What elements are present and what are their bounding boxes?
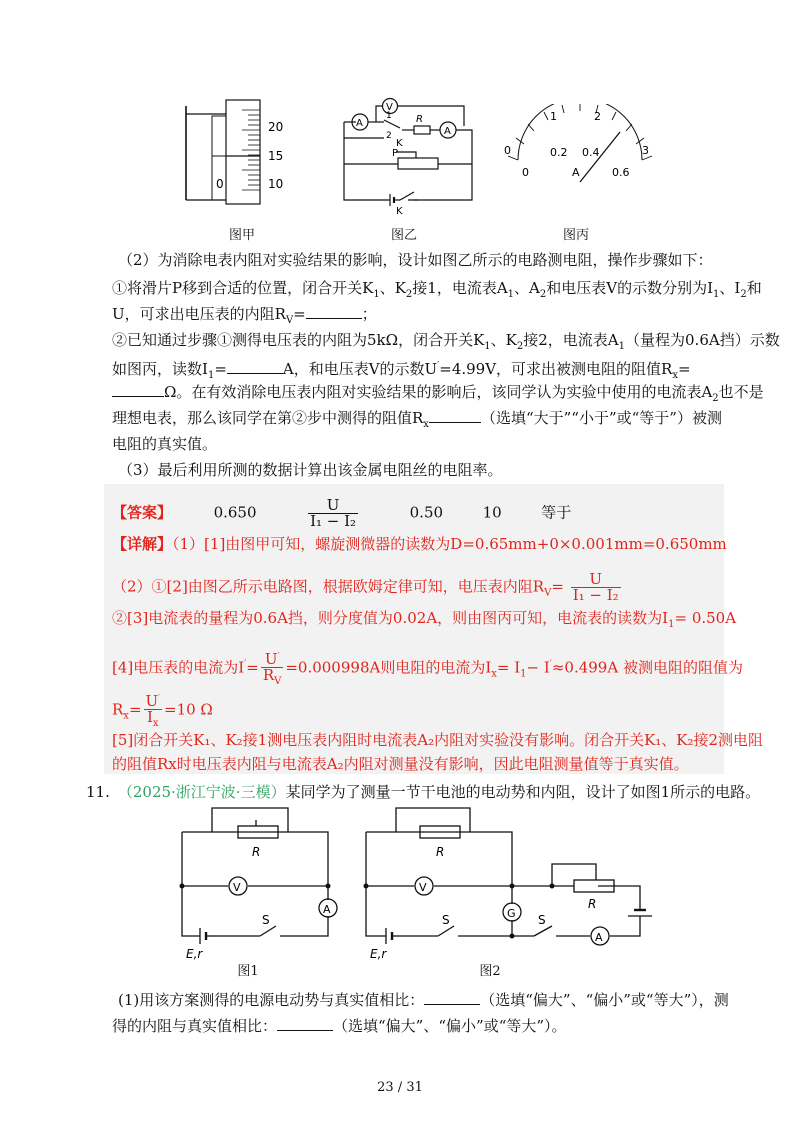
- fig2-er: E,r: [370, 947, 387, 961]
- caption-fig1: 图1: [237, 964, 259, 979]
- fig2-s1: S: [442, 913, 450, 927]
- answer-line: [112, 498, 720, 529]
- caption-jia: 图甲: [228, 228, 255, 243]
- figure-1-circuit: [172, 804, 342, 972]
- step2-line3: Ω。在有效消除电压表内阻对实验结果的影响后，该同学认为实验中使用的电流表$A_2$也不是: [112, 382, 720, 409]
- fig1-switch: S: [262, 913, 270, 927]
- step2-line4: 理想电表，那么该同学在第②步中测得的阻值$R_x$ （选填“大于”“小于”或“等于”）被测: [112, 409, 722, 430]
- answer-1: 0.650: [213, 503, 257, 522]
- detail-line1: 【详解】（1）[1]由图甲可知，螺旋测微器的读数为D=0.65mm+0×0.001mm=0.650mm: [112, 535, 727, 553]
- meter-inner-02: 0.2: [550, 146, 568, 159]
- step2-line1: ②已知通过步骤①测得电压表的内阻为5kΩ，闭合开关$K_1$、$K_2$接2，电流表$A_1$（量程为0.6A挡）示数: [112, 331, 780, 352]
- k2-label: K: [396, 138, 403, 149]
- caption-fig2: 图2: [479, 964, 501, 979]
- fig2-s2: S: [538, 913, 546, 927]
- scale-label-20: 20: [268, 120, 284, 134]
- fig1-ammeter: A: [323, 903, 331, 916]
- voltmeter-label: V: [386, 102, 393, 113]
- meter-inner-04: 0.4: [582, 146, 600, 159]
- scale-label-10: 10: [268, 177, 284, 191]
- answer-3: 0.50: [409, 503, 444, 522]
- caption-yi: 图乙: [390, 228, 417, 243]
- detail-line6: [5]闭合开关K₁、K₂接1测电压表内阻时电流表A₂内阻对实验没有影响。闭合开关K₁、K₂接2测电阻: [112, 731, 764, 749]
- detail-line3: ②[3]电流表的量程为0.6A挡，则分度值为0.02A，则由图丙可知，电流表的读数为$I_1= 0.50A$: [112, 609, 737, 630]
- step2-line2: 如图丙，读数$I_1= A$，和电压表V的示数U′=4.99V，可求出被测电阻的阻值$R_x=$: [112, 360, 691, 381]
- fig1-voltmeter: V: [233, 881, 241, 894]
- figure-bing-meter: [500, 104, 660, 190]
- meter-inner-06: 0.6: [612, 166, 630, 179]
- step1-line1: ①将滑片P移到合适的位置，闭合开关$K_1$、$K_2$接1，电流表$A_1$、$A_2$和电压表V的示数分别为$I_1$、$I_2$和: [112, 279, 762, 300]
- meter-outer-0: 0: [504, 144, 511, 157]
- meter-unit: A: [572, 166, 580, 179]
- answer-4: 10: [482, 503, 502, 522]
- figure-yi-circuit: [338, 96, 478, 214]
- step1-line2: U，可求出电压表的内阻$R_V=$ ；: [112, 305, 377, 326]
- fig1-er: E,r: [186, 947, 203, 961]
- meter-inner-0: 0: [522, 166, 529, 179]
- slider-p-label: P: [392, 148, 399, 159]
- answer-label: 【答案】: [112, 503, 173, 522]
- detail-line4: [4]电压表的电流为I′= $\frac{U'}{R_V}$ =0.000998A则电阻的电流为$I_x= I_1- I'\approx 0.499A$ 被测电阻的阻值为: [112, 650, 743, 687]
- ammeter-a2-label: A: [356, 118, 363, 129]
- meter-outer-3: 3: [642, 144, 649, 157]
- meter-outer-1: 1: [550, 110, 557, 123]
- k1-label: K: [396, 206, 403, 214]
- detail-line7: 的阻值Rx时电压表内阻与电流表A₂内阻对测量没有影响，因此电阻测量值等于真实值。: [112, 755, 689, 773]
- step2-line5: 电阻的真实值。: [112, 435, 218, 453]
- detail-line2: （2）①[2]由图乙所示电路图，根据欧姆定律可知，电压表内阻$R_V=$ $\frac{U}{\text{I₁ − I₂}}$: [112, 570, 619, 604]
- part3: （3）最后利用所测的数据计算出该金属电阻丝的电阻率。: [118, 461, 503, 479]
- part2-intro: （2）为消除电表内阻对实验结果的影响，设计如图乙所示的电路测电阻，操作步骤如下：: [118, 251, 713, 269]
- page-number: 23 / 31: [377, 1080, 423, 1095]
- caption-bing: 图丙: [562, 228, 589, 243]
- q11-part1-line1: (1)用该方案测得的电源电动势与真实值相比： （选填“偏大”、“偏小”或“等大”），测: [118, 991, 729, 1009]
- scale-label-15: 15: [268, 149, 284, 163]
- figure-2-circuit: [358, 804, 668, 972]
- q11-number: 11.: [86, 783, 110, 801]
- answer-5: 等于: [541, 503, 572, 522]
- fig2-r2: R: [588, 897, 597, 911]
- scale-label-0: 0: [216, 177, 224, 191]
- meter-outer-2: 2: [594, 110, 601, 123]
- fig2-ammeter: A: [595, 931, 603, 944]
- q11-source: （2025·浙江宁波·三模）: [117, 783, 286, 801]
- fig2-voltmeter: V: [419, 881, 427, 894]
- switch-pos-1: 1: [386, 111, 392, 121]
- rx-label: R: [416, 114, 423, 125]
- ammeter-a1-label: A: [444, 126, 451, 137]
- detail-line5: $R_x=$ $\frac{U'}{I_x}$ =10 Ω: [112, 692, 213, 729]
- figure-jia-micrometer: [176, 96, 308, 208]
- fig2-galvanometer: G: [507, 907, 516, 920]
- answer-2: $\frac{U}{\text{I₁ − I₂}}$: [310, 496, 357, 530]
- q11-part1-line2: 得的内阻与真实值相比： （选填“偏大”、“偏小”或“等大”）。: [112, 1017, 567, 1035]
- fig2-r-label: R: [436, 845, 445, 859]
- fig1-r-label: R: [252, 845, 261, 859]
- q11-stem: 11. （2025·浙江宁波·三模）某同学为了测量一节干电池的电动势和内阻，设计了如图1所示的电路。: [86, 783, 761, 801]
- switch-pos-2: 2: [386, 131, 392, 141]
- detail-label: 【详解】: [112, 535, 173, 553]
